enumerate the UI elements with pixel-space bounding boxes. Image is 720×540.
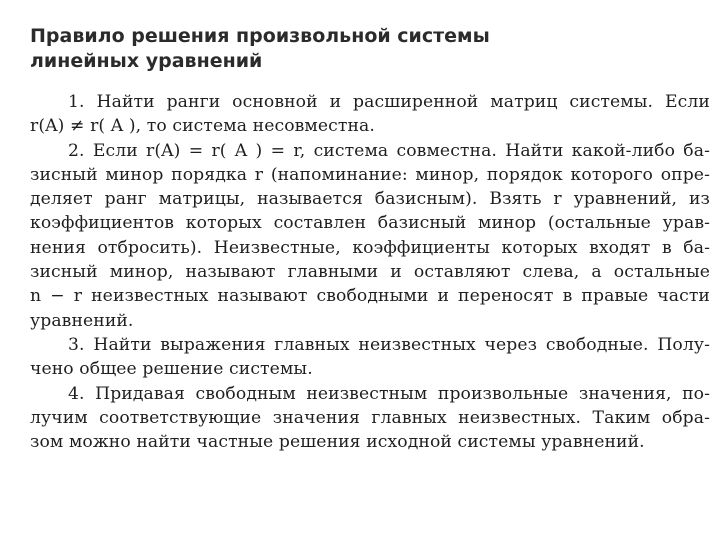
rule-line: нения отбросить). Неизвестные, коэффициенты которых входят в ба- — [30, 237, 710, 258]
rule-line: деляет ранг матрицы, называется базисным). Взять r уравнений, из — [30, 189, 710, 210]
title-line-2: линейных уравнений — [30, 50, 263, 72]
rule-line: n − r неизвестных называют свободными и переносят в правые части — [30, 286, 710, 307]
title-line-1: Правило решения произвольной системы — [30, 25, 490, 47]
rule-line: уравнений. — [30, 310, 134, 331]
rule-line: 3. Найти выражения главных неизвестных через свободные. Полу- — [68, 334, 710, 355]
rule-line: r(A) ≠ r( A ), то система несовместна. — [30, 116, 375, 137]
rule-line: 4. Придавая свободным неизвестным произвольные значения, по- — [68, 383, 710, 404]
rule-line: зисный минор, называют главными и оставляют слева, а остальные — [30, 262, 710, 283]
rule-line: чено общее решение системы. — [30, 359, 313, 380]
rule-line: зом можно найти частные решения исходной системы уравнений. — [30, 432, 645, 453]
rule-text — [30, 90, 710, 454]
rule-line: 2. Если r(A) = r( A ) = r, система совместна. Найти какой-либо ба- — [68, 140, 710, 161]
rule-line: 1. Найти ранги основной и расширенной матриц системы. Если — [68, 92, 710, 112]
slide-title — [30, 24, 690, 74]
rule-line: лучим соответствующие значения главных неизвестных. Таким обра- — [30, 407, 710, 428]
rule-line: зисный минор порядка r (напоминание: минор, порядок которого опре- — [30, 164, 710, 185]
rule-line: коэффициентов которых составлен базисный минор (остальные урав- — [30, 213, 710, 234]
